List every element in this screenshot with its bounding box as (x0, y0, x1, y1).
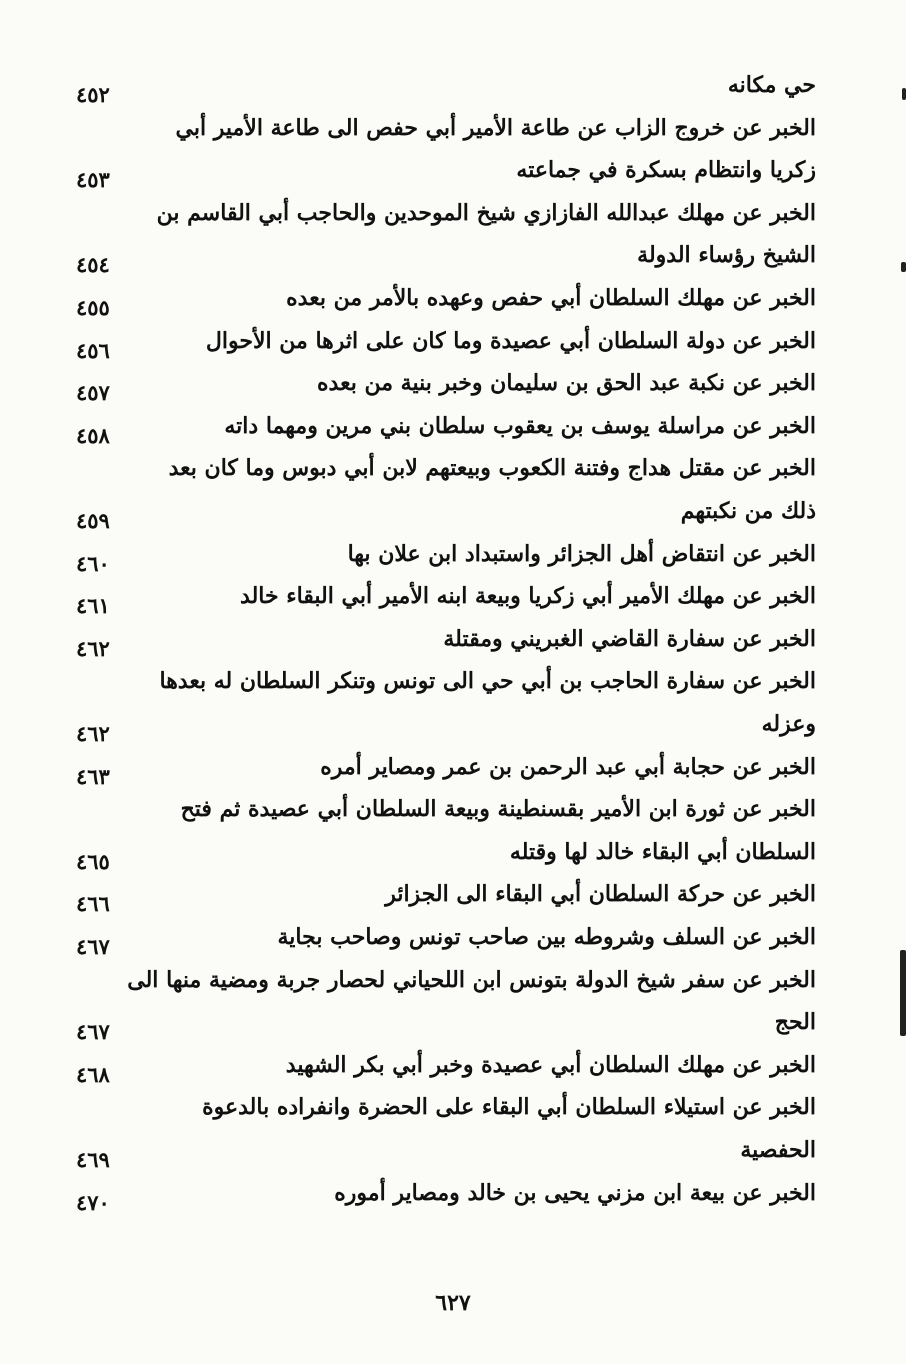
toc-entry-title-line: الخبر عن سفارة القاضي الغبريني ومقتلة (443, 625, 816, 652)
toc-entry-title-line: الخبر عن انتقاض أهل الجزائر واستبداد ابن علان بها (347, 540, 816, 567)
toc-entry-title-line: ذلك من نكبتهم (680, 498, 816, 524)
edge-scan-mark (900, 950, 906, 1036)
toc-entry-title-line: الخبر عن مهلك عبدالله الفازازي شيخ الموحدين والحاجب أبي القاسم بن (156, 199, 816, 226)
toc-entry-title-line: السلطان أبي البقاء خالد لها وقتله (509, 838, 816, 865)
toc-entry-title-line: الخبر عن مراسلة يوسف بن يعقوب سلطان بني مرين ومهما داته (224, 412, 816, 439)
toc-entry-title-line: حي مكانه (727, 72, 816, 98)
toc-entry-page-number: ٤٦٥ (76, 848, 110, 874)
toc-entry-page-number: ٤٥٧ (76, 380, 110, 406)
toc-entry-title-line: الخبر عن ثورة ابن الأمير بقسنطينة وبيعة السلطان أبي عصيدة ثم فتح (180, 796, 816, 823)
toc-entry-page-number: ٤٥٤ (76, 252, 110, 278)
toc-entry-page-number: ٤٥٣ (76, 167, 110, 193)
toc-entry-page-number: ٤٦٢ (76, 635, 110, 661)
toc-entry-title-line: وعزله (761, 711, 816, 737)
toc-entry-title-line: الخبر عن حجابة أبي عبد الرحمن بن عمر ومصاير أمره (320, 753, 816, 780)
toc-entry-title-line: الخبر عن نكبة عبد الحق بن سليمان وخبر بنية من بعده (317, 370, 816, 397)
toc-entry-page-number: ٤٦٨ (76, 1061, 110, 1087)
toc-entry-page-number: ٤٥٦ (76, 337, 110, 363)
toc-entry-title-line: الحفصية (740, 1137, 816, 1163)
toc-entry-page-number: ٤٦٧ (76, 934, 110, 959)
toc-entry-page-number: ٤٦٢ (76, 721, 110, 746)
toc-entry-page-number: ٤٦٩ (76, 1147, 110, 1172)
toc-entry-page-number: ٤٦٣ (76, 763, 110, 789)
toc-entry-title-line: الخبر عن مهلك الأمير أبي زكريا وبيعة ابنه الأمير أبي البقاء خالد (240, 583, 816, 610)
edge-scan-mark (902, 88, 906, 100)
toc-entry-page-number: ٤٦٧ (76, 1019, 110, 1045)
toc-entry-title-line: الخبر عن مهلك السلطان أبي عصيدة وخبر أبي بكر الشهيد (285, 1051, 816, 1078)
toc-entry-page-number: ٤٦١ (76, 593, 110, 619)
toc-entry-page-number: ٤٥٨ (76, 422, 110, 448)
toc-entry-page-number: ٤٦٠ (76, 550, 110, 576)
toc-entry-title-line: الخبر عن بيعة ابن مزني يحيى بن خالد ومصاير أموره (334, 1179, 816, 1206)
toc-entry-page-number: ٤٦٦ (76, 891, 110, 917)
toc-entry-title-line: زكريا وانتظام بسكرة في جماعته (516, 157, 816, 184)
toc-entry-page-number: ٤٥٥ (76, 295, 110, 320)
toc-entry-page-number: ٤٥٩ (76, 508, 110, 533)
page-footer-number: ٦٢٧ (435, 1290, 471, 1316)
toc-entry-title-line: الخبر عن دولة السلطان أبي عصيدة وما كان على اثرها من الأحوال (205, 327, 816, 354)
toc-entry-title-line: الخبر عن سفارة الحاجب بن أبي حي الى تونس وتنكر السلطان له بعدها (159, 668, 816, 695)
toc-entry-title-line: الشيخ رؤساء الدولة (637, 242, 816, 269)
toc-entry-title-line: الخبر عن استيلاء السلطان أبي البقاء على الحضرة وانفراده بالدعوة (202, 1094, 816, 1121)
toc-entry-page-number: ٤٧٠ (76, 1189, 110, 1215)
toc-entry-page-number: ٤٥٢ (76, 82, 110, 107)
toc-entry-title-line: الخبر عن خروج الزاب عن طاعة الأمير أبي حفص الى طاعة الأمير أبي (175, 114, 816, 141)
toc-entry-title-line: الخبر عن سفر شيخ الدولة بتونس ابن اللحياني لحصار جربة ومضية منها الى (127, 966, 816, 993)
toc-entry-title-line: الخبر عن مقتل هداج وفتنة الكعوب وبيعتهم لابن أبي دبوس وما كان بعد (168, 455, 816, 482)
toc-entry-title-line: الخبر عن السلف وشروطه بين صاحب تونس وصاحب بجاية (277, 924, 816, 950)
toc-entry-title-line: الخبر عن مهلك السلطان أبي حفص وعهده بالأمر من بعده (286, 285, 816, 311)
edge-scan-mark (901, 262, 906, 272)
toc-entry-title-line: الخبر عن حركة السلطان أبي البقاء الى الجزائر (385, 881, 816, 908)
toc-entry-title-line: الحج (774, 1009, 816, 1036)
